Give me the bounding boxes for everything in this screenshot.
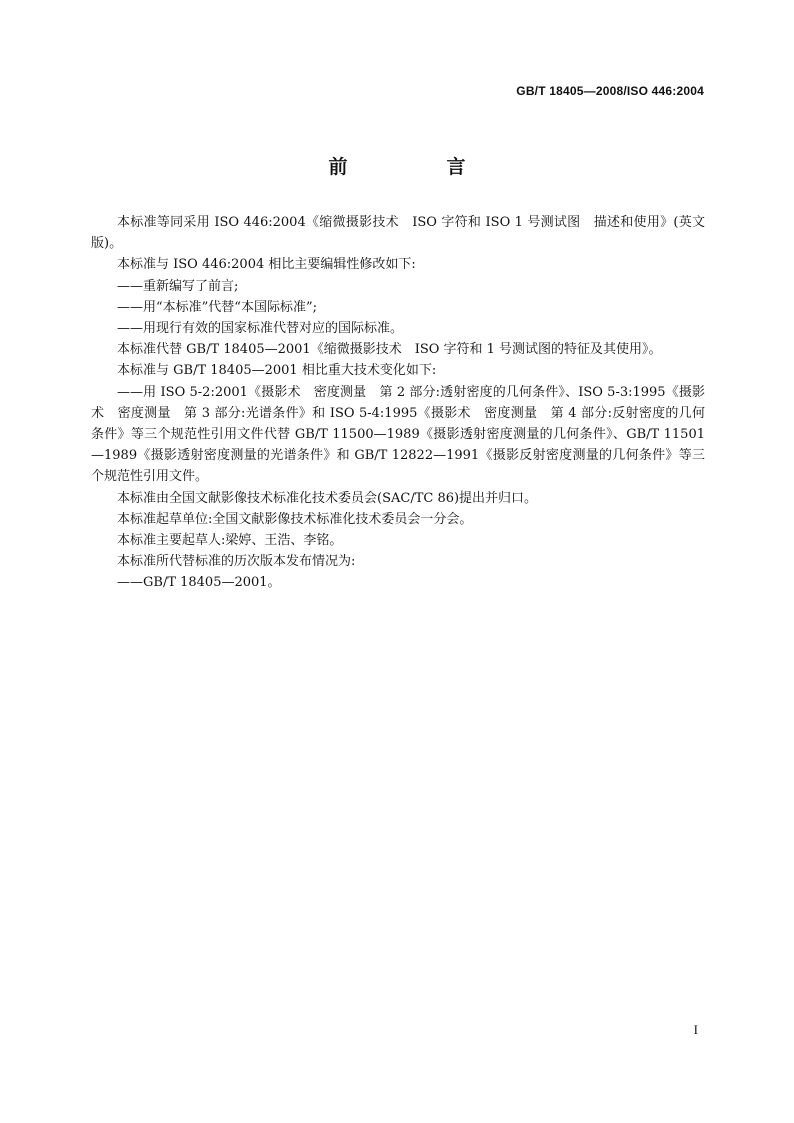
paragraph-adoption: 本标准等同采用 ISO 446:2004《缩微摄影技术 ISO 字符和 ISO 1 号测试图 描述和使用》(英文版)。 xyxy=(91,215,705,252)
foreword-body xyxy=(91,212,705,594)
list-item-normative-references: ——用 ISO 5-2:2001《摄影术 密度测量 第 2 部分:透射密度的几何条件》、ISO 5-3:1995《摄影术 密度测量 第 3 部分:光谱条件》和 ISO 5-4:1995《摄影术 密度测量 第 4 部分:反射密度的几何条件》等三个规范性引用文件代替 GB/T 11500—1989《摄影透射密度测量的几何条件》、GB/T 11501—1989《摄影透射密度测量的光谱条件》和 GB/T 12822—1991《摄影反射密度测量的几何条件》等三个规范性引用文件。 xyxy=(91,384,705,485)
paragraph-supersedes: 本标准代替 GB/T 18405—2001《缩微摄影技术 ISO 字符和 1 号测试图的特征及其使用》。 xyxy=(117,342,662,358)
list-item-rewrite-foreword: ——重新编写了前言; xyxy=(117,278,239,294)
paragraph-version-history-intro: 本标准所代替标准的历次版本发布情况为: xyxy=(117,554,356,570)
list-item-replace-standards: ——用现行有效的国家标准代替对应的国际标准。 xyxy=(117,321,404,337)
paragraph-drafters: 本标准主要起草人:梁婷、王浩、李铭。 xyxy=(117,533,343,549)
standard-code: GB/T 18405—2008/ISO 446:2004 xyxy=(516,84,704,98)
list-item-replace-term: ——用“本标准”代替“本国际标准”; xyxy=(117,299,317,315)
paragraph-technical-changes-intro: 本标准与 GB/T 18405—2001 相比重大技术变化如下: xyxy=(117,363,437,379)
page-number: I xyxy=(693,1022,698,1037)
paragraph-editorial-changes-intro: 本标准与 ISO 446:2004 相比主要编辑性修改如下: xyxy=(117,257,416,273)
paragraph-proposed-by: 本标准由全国文献影像技术标准化技术委员会(SAC/TC 86)提出并归口。 xyxy=(117,490,538,506)
list-item-previous-version: ——GB/T 18405—2001。 xyxy=(117,575,281,591)
paragraph-drafting-unit: 本标准起草单位:全国文献影像技术标准化技术委员会一分会。 xyxy=(117,511,473,527)
page-title: 前 言 xyxy=(328,156,506,178)
